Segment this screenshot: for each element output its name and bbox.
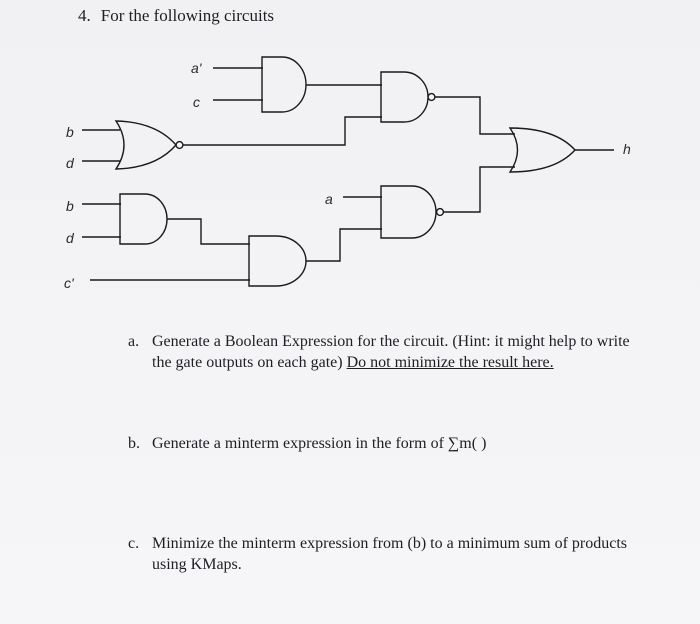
part-a	[128, 331, 630, 371]
part-c-line2: using KMaps.	[152, 556, 242, 573]
part-a-underlined-note: Do not minimize the result here.	[346, 354, 554, 371]
question-number: 4.	[78, 6, 91, 25]
label-d1: d	[66, 155, 74, 171]
label-b2: b	[66, 198, 74, 214]
part-b-marker: b.	[128, 435, 140, 452]
part-a-line1: Generate a Boolean Expression for the circuit. (Hint: it might help to write	[152, 333, 630, 350]
label-c-top: c	[193, 94, 200, 110]
part-b	[128, 433, 487, 454]
label-a-prime: a'	[191, 60, 202, 76]
label-a-mid: a	[325, 191, 333, 207]
label-h: h	[623, 141, 631, 157]
part-c-line1: Minimize the minterm expression from (b) to a minimum sum of products	[152, 535, 628, 552]
label-b1: b	[66, 124, 74, 140]
label-c-prime: c'	[64, 275, 74, 291]
and-gate-1	[213, 57, 306, 112]
part-c-marker: c.	[128, 535, 140, 552]
part-b-text: Generate a minterm expression in the form of ∑m( )	[152, 435, 487, 452]
nand-gate-1	[183, 72, 435, 145]
label-d2: d	[66, 230, 74, 246]
or-gate-output	[435, 97, 614, 212]
nor-gate-1	[82, 121, 183, 169]
part-a-line2-start: the gate outputs on each gate)	[152, 354, 343, 371]
and-gate-2	[82, 194, 167, 244]
and-gate-3	[90, 219, 306, 286]
part-a-marker: a.	[128, 333, 140, 350]
part-c	[128, 533, 628, 573]
question-title: For the following circuits	[100, 6, 275, 25]
part-a-line2	[152, 352, 672, 373]
